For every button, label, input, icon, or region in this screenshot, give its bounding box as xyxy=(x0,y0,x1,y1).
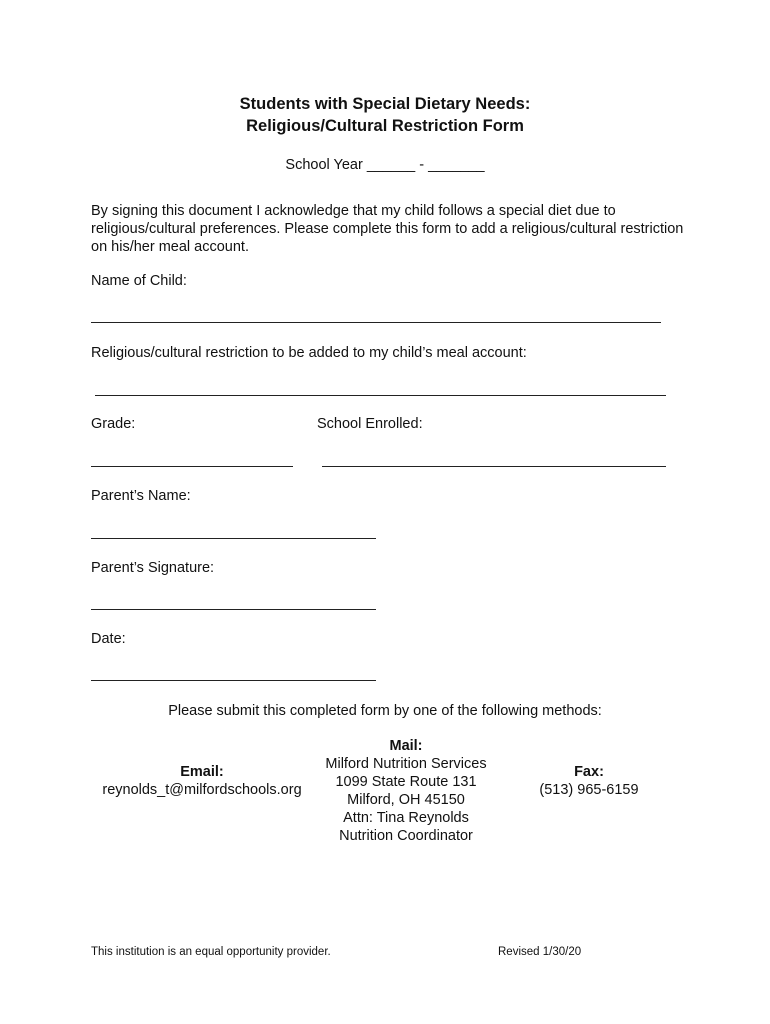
email-heading: Email: xyxy=(180,764,224,780)
parent-name-label: Parent’s Name: xyxy=(91,488,191,504)
school-enrolled-line[interactable] xyxy=(322,466,666,467)
restriction-label: Religious/cultural restriction to be added to my child’s meal account: xyxy=(91,345,527,361)
parent-signature-label: Parent’s Signature: xyxy=(91,560,215,576)
fax-block xyxy=(509,763,669,799)
mail-line-2: 1099 State Route 131 xyxy=(335,774,477,790)
school-enrolled-label: School Enrolled: xyxy=(317,416,423,432)
mail-line-5: Nutrition Coordinator xyxy=(339,828,473,844)
parent-signature-line[interactable] xyxy=(91,609,376,610)
equal-opportunity-statement: This institution is an equal opportunity provider. xyxy=(91,946,331,958)
email-block xyxy=(82,763,322,799)
child-name-label: Name of Child: xyxy=(91,273,187,289)
submit-instructions: Please submit this completed form by one of the following methods: xyxy=(168,703,602,719)
child-name-line[interactable] xyxy=(91,322,661,323)
mail-heading: Mail: xyxy=(389,738,423,754)
mail-block xyxy=(296,737,516,845)
restriction-line[interactable] xyxy=(95,395,666,396)
parent-name-line[interactable] xyxy=(91,538,376,539)
grade-line[interactable] xyxy=(91,466,293,467)
email-address[interactable]: reynolds_t@milfordschools.org xyxy=(102,782,302,798)
revised-date: Revised 1/30/20 xyxy=(498,946,582,958)
grade-label: Grade: xyxy=(91,416,136,432)
mail-line-1: Milford Nutrition Services xyxy=(325,756,487,772)
intro-paragraph: By signing this document I acknowledge that my child follows a special diet due to religious/cultural preferences. Please complete this form to add a religious/cultural restriction on his/her meal account. xyxy=(91,203,684,255)
fax-heading: Fax: xyxy=(574,764,604,780)
date-label: Date: xyxy=(91,631,126,647)
fax-number: (513) 965-6159 xyxy=(539,782,639,798)
form-title-line2: Religious/Cultural Restriction Form xyxy=(246,117,524,135)
mail-line-3: Milford, OH 45150 xyxy=(347,792,465,808)
form-title-line1: Students with Special Dietary Needs: xyxy=(239,95,531,113)
school-year: School Year ______ - _______ xyxy=(285,157,485,173)
date-line[interactable] xyxy=(91,680,376,681)
mail-line-4: Attn: Tina Reynolds xyxy=(343,810,469,826)
